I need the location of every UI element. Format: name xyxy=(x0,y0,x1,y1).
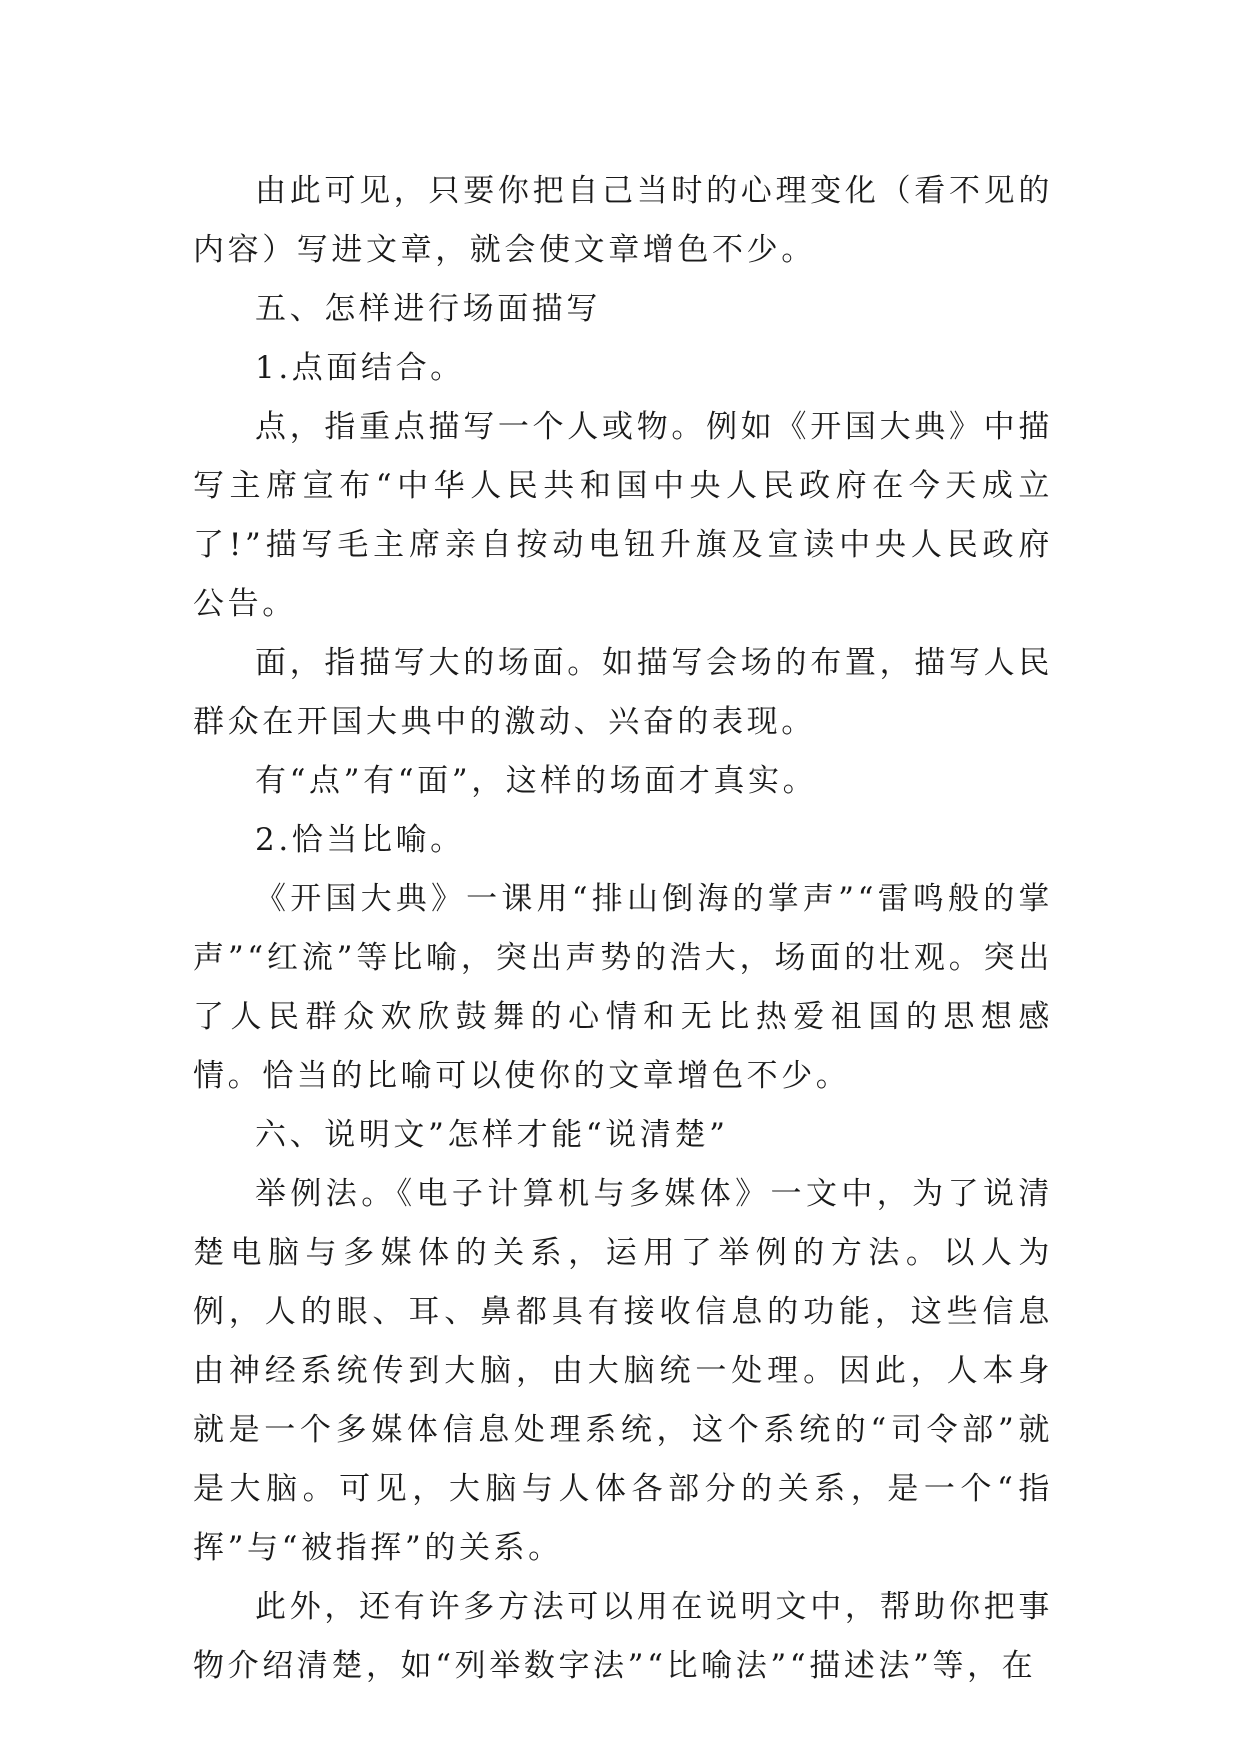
paragraph-other-methods: 此外，还有许多方法可以用在说明文中，帮助你把事物介绍清楚，如“列举数字法”“比喻法”“描述法”等，在 xyxy=(193,1589,1053,1684)
subheading-point-and-surface: 1.点面结合。 xyxy=(255,350,465,386)
document-body xyxy=(193,162,1053,1696)
section-heading-6: 六、说明文”怎样才能“说清楚” xyxy=(255,1117,729,1153)
paragraph-point: 点，指重点描写一个人或物。例如《开国大典》中描写主席宣布“中华人民共和国中央人民政府在今天成立了!”描写毛主席亲自按动电钮升旗及宣读中央人民政府公告。 xyxy=(193,409,1053,622)
section-heading-5: 五、怎样进行场面描写 xyxy=(255,291,601,327)
paragraph-example-method: 举例法。《电子计算机与多媒体》一文中，为了说清楚电脑与多媒体的关系，运用了举例的方法。以人为例，人的眼、耳、鼻都具有接收信息的功能，这些信息由神经系统传到大脑，由大脑统一处理。因此，人本身就是一个多媒体信息处理系统，这个系统的“司令部”就是大脑。可见，大脑与人体各部分的关系，是一个“指挥”与“被指挥”的关系。 xyxy=(193,1176,1053,1566)
paragraph-metaphor: 《开国大典》一课用“排山倒海的掌声”“雷鸣般的掌声”“红流”等比喻，突出声势的浩大，场面的壮观。突出了人民群众欢欣鼓舞的心情和无比热爱祖国的思想感情。恰当的比喻可以使你的文章增色不少。 xyxy=(193,881,1053,1094)
paragraph-point-surface-summary: 有“点”有“面”，这样的场面才真实。 xyxy=(255,763,818,799)
paragraph-conclusion: 由此可见，只要你把自己当时的心理变化（看不见的内容）写进文章，就会使文章增色不少。 xyxy=(193,173,1053,268)
subheading-metaphor: 2.恰当比喻。 xyxy=(255,822,465,858)
paragraph-surface: 面，指描写大的场面。如描写会场的布置，描写人民群众在开国大典中的激动、兴奋的表现。 xyxy=(193,645,1053,740)
